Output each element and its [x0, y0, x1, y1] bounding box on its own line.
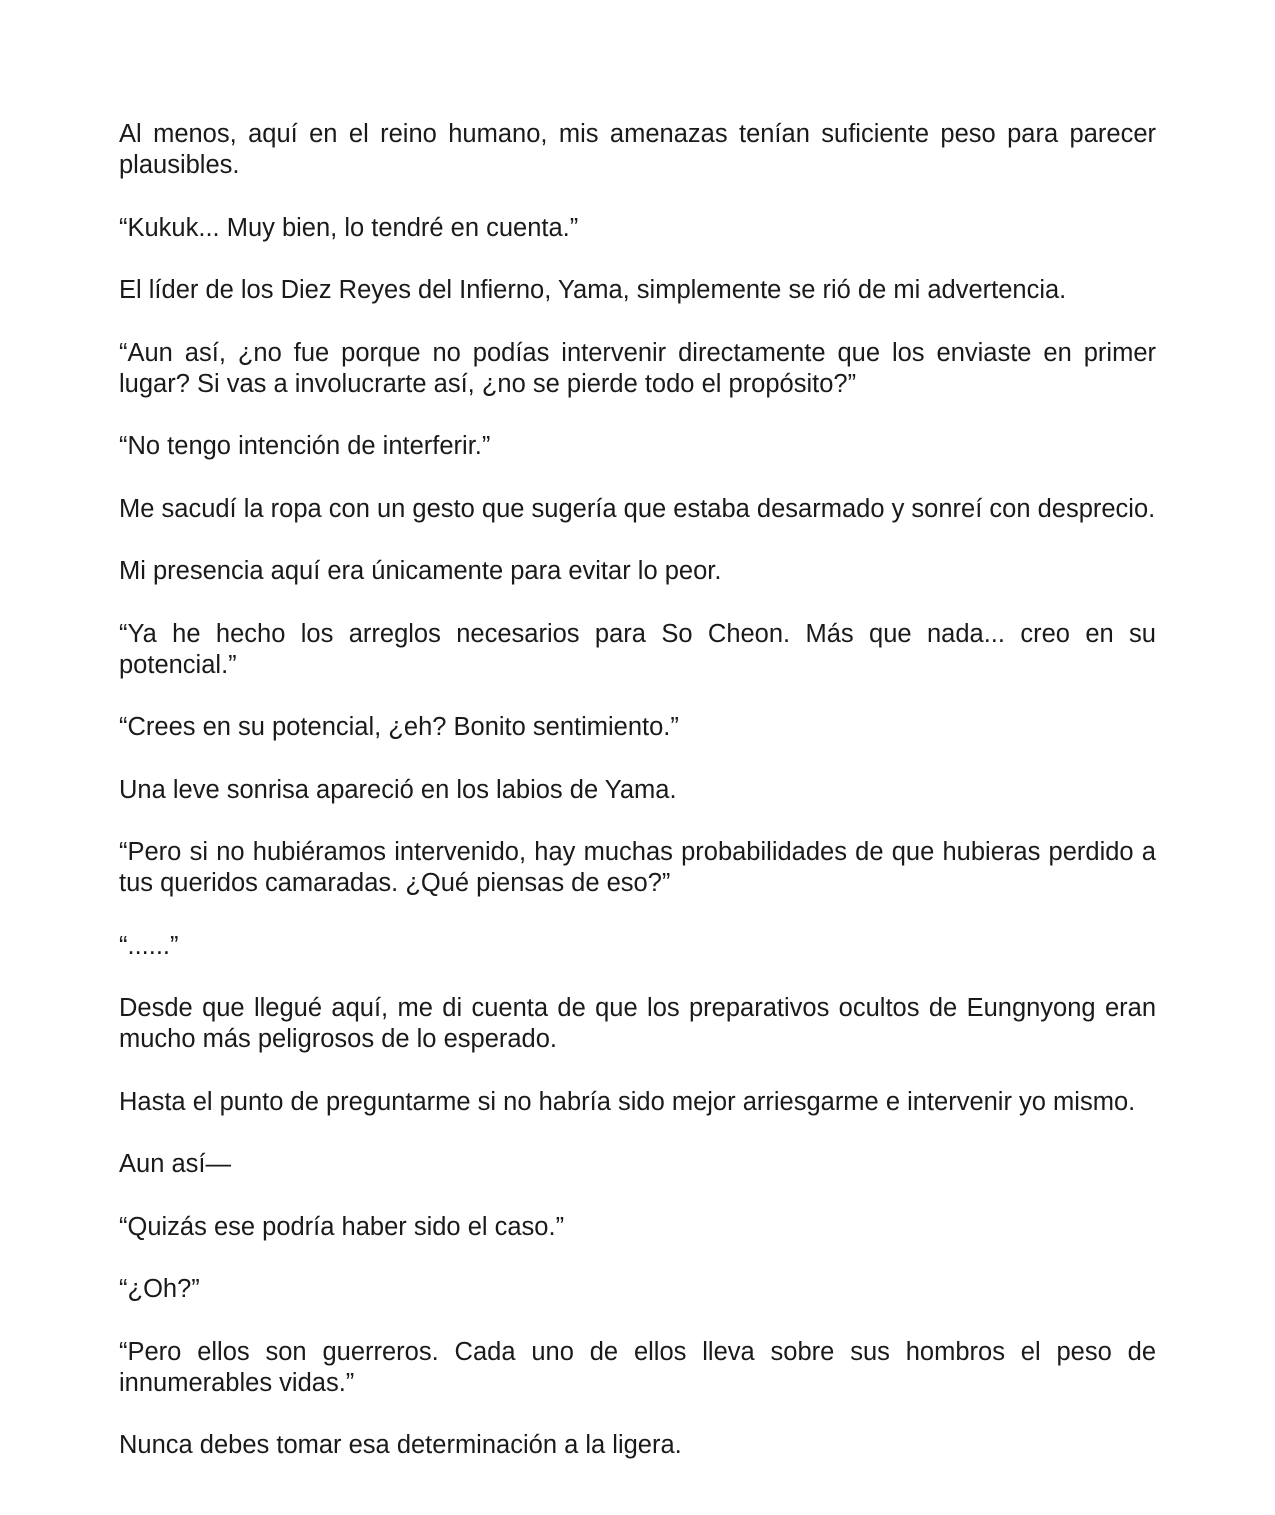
paragraph: “No tengo intención de interferir.”: [119, 432, 491, 460]
paragraph: “Kukuk... Muy bien, lo tendré en cuenta.”: [119, 213, 579, 242]
paragraph: Aun así—: [119, 1150, 231, 1178]
paragraph: “......”: [119, 931, 179, 960]
paragraph: “Aun así, ¿no fue porque no podías intervenir directamente que los enviaste en primer lugar? Si vas a involucrarte así, ¿no se pierde todo el propósito?”: [119, 338, 1156, 398]
paragraph: Nunca debes tomar esa determinación a la ligera.: [119, 1431, 682, 1459]
paragraph: Me sacudí la ropa con un gesto que sugería que estaba desarmado y sonreí con desprecio.: [119, 494, 1156, 523]
paragraph: “Crees en su potencial, ¿eh? Bonito sentimiento.”: [119, 713, 679, 741]
document-body: [119, 119, 1156, 1493]
paragraph: Mi presencia aquí era únicamente para evitar lo peor.: [119, 557, 722, 585]
paragraph: “Pero ellos son guerreros. Cada uno de ellos lleva sobre sus hombros el peso de innumerables vidas.”: [119, 1337, 1156, 1397]
paragraph: “Pero si no hubiéramos intervenido, hay muchas probabilidades de que hubieras perdido a tus queridos camaradas. ¿Qué piensas de eso?”: [119, 838, 1156, 897]
paragraph: Hasta el punto de preguntarme si no habría sido mejor arriesgarme e intervenir yo mismo.: [119, 1087, 1136, 1116]
paragraph: El líder de los Diez Reyes del Infierno, Yama, simplemente se rió de mi advertencia.: [119, 276, 1067, 304]
paragraph: Al menos, aquí en el reino humano, mis amenazas tenían suficiente peso para parecer plausibles.: [119, 120, 1156, 179]
paragraph: “Quizás ese podría haber sido el caso.”: [119, 1212, 565, 1241]
paragraph: Una leve sonrisa apareció en los labios de Yama.: [119, 775, 677, 804]
paragraph: Desde que llegué aquí, me di cuenta de que los preparativos ocultos de Eungnyong eran mucho más peligrosos de lo esperado.: [119, 994, 1156, 1053]
paragraph: “Ya he hecho los arreglos necesarios para So Cheon. Más que nada... creo en su potencial.”: [119, 619, 1156, 679]
paragraph: “¿Oh?”: [119, 1275, 200, 1303]
